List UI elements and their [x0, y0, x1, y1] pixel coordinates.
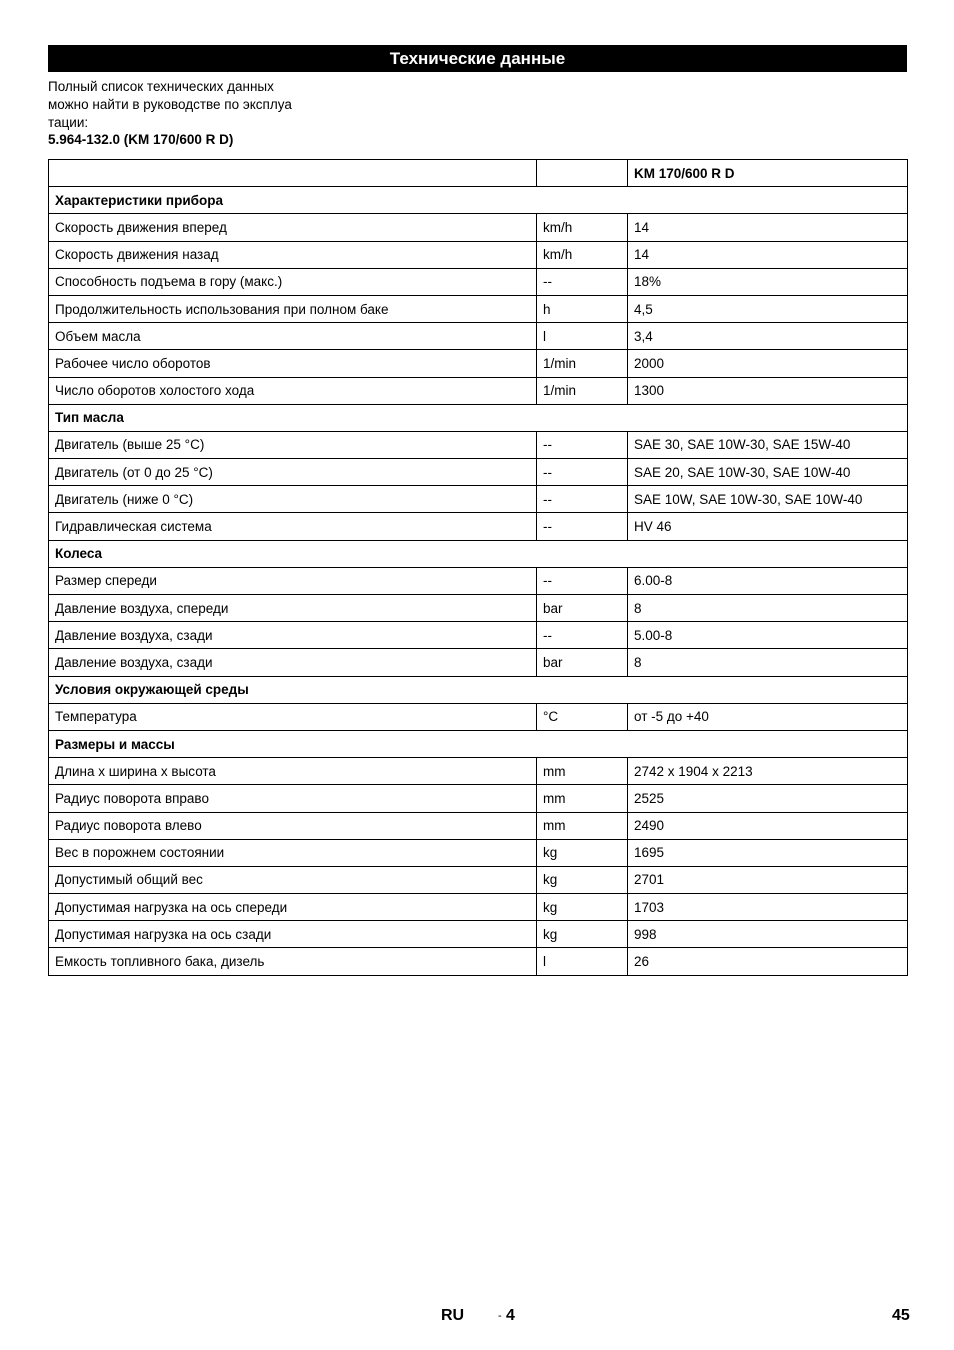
unit-cell: h [537, 295, 628, 322]
section-heading: Условия окружающей среды [49, 676, 908, 703]
table-row [49, 323, 908, 350]
intro-line: Полный список технических данных [48, 79, 274, 94]
parameter-cell: Допустимый общий вес [49, 866, 537, 893]
unit-cell: mm [537, 785, 628, 812]
value-cell: 18% [628, 268, 908, 295]
value-cell: 1300 [628, 377, 908, 404]
table-row [49, 812, 908, 839]
value-cell: 8 [628, 595, 908, 622]
parameter-cell: Объем масла [49, 323, 537, 350]
intro-line: тации: [48, 115, 89, 130]
unit-cell: kg [537, 921, 628, 948]
parameter-cell: Размер спереди [49, 567, 537, 594]
value-cell: 14 [628, 214, 908, 241]
table-row [49, 459, 908, 486]
section-heading: Размеры и массы [49, 730, 908, 757]
unit-cell: -- [537, 459, 628, 486]
parameter-cell: Двигатель (ниже 0 °C) [49, 486, 537, 513]
parameter-cell: Давление воздуха, спереди [49, 595, 537, 622]
unit-cell: km/h [537, 241, 628, 268]
unit-cell: -- [537, 431, 628, 458]
section-heading: Тип масла [49, 404, 908, 431]
unit-cell: 1/min [537, 377, 628, 404]
parameter-cell: Длина x ширина x высота [49, 758, 537, 785]
header-cell-model: KM 170/600 R D [628, 160, 908, 187]
specifications-table [48, 159, 908, 976]
parameter-cell: Двигатель (от 0 до 25 °C) [49, 459, 537, 486]
unit-cell: -- [537, 513, 628, 540]
unit-cell: °C [537, 703, 628, 730]
table-row [49, 758, 908, 785]
parameter-cell: Допустимая нагрузка на ось сзади [49, 921, 537, 948]
section-row [49, 187, 908, 214]
parameter-cell: Давление воздуха, сзади [49, 649, 537, 676]
value-cell: 998 [628, 921, 908, 948]
parameter-cell: Скорость движения назад [49, 241, 537, 268]
table-row [49, 350, 908, 377]
table-row [49, 622, 908, 649]
unit-cell: -- [537, 268, 628, 295]
value-cell: 2742 x 1904 x 2213 [628, 758, 908, 785]
value-cell: 2701 [628, 866, 908, 893]
parameter-cell: Радиус поворота вправо [49, 785, 537, 812]
value-cell: 2490 [628, 812, 908, 839]
unit-cell: 1/min [537, 350, 628, 377]
table-row [49, 486, 908, 513]
unit-cell: mm [537, 812, 628, 839]
unit-cell: bar [537, 649, 628, 676]
table-row [49, 866, 908, 893]
unit-cell: bar [537, 595, 628, 622]
unit-cell: -- [537, 486, 628, 513]
table-row [49, 513, 908, 540]
section-heading: Колеса [49, 540, 908, 567]
intro-text [48, 78, 348, 132]
value-cell: 2525 [628, 785, 908, 812]
parameter-cell: Продолжительность использования при полном баке [49, 295, 537, 322]
value-cell: SAE 10W, SAE 10W-30, SAE 10W-40 [628, 486, 908, 513]
parameter-cell: Рабочее число оборотов [49, 350, 537, 377]
parameter-cell: Вес в порожнем состоянии [49, 839, 537, 866]
table-row [49, 595, 908, 622]
value-cell: 1703 [628, 894, 908, 921]
table-row [49, 268, 908, 295]
parameter-cell: Давление воздуха, сзади [49, 622, 537, 649]
unit-cell: kg [537, 866, 628, 893]
section-row [49, 730, 908, 757]
table-row [49, 921, 908, 948]
value-cell: 3,4 [628, 323, 908, 350]
table-row [49, 894, 908, 921]
parameter-cell: Способность подъема в гору (макс.) [49, 268, 537, 295]
model-code: 5.964-132.0 (KM 170/600 R D) [48, 132, 234, 147]
footer-language: RU [441, 1307, 465, 1324]
table-row [49, 649, 908, 676]
value-cell: 26 [628, 948, 908, 975]
unit-cell: km/h [537, 214, 628, 241]
table-row [49, 214, 908, 241]
header-cell-unit [537, 160, 628, 187]
section-heading: Характеристики прибора [49, 187, 908, 214]
value-cell: 6.00-8 [628, 567, 908, 594]
value-cell: 8 [628, 649, 908, 676]
footer-section-page: 4 [506, 1307, 515, 1324]
unit-cell: mm [537, 758, 628, 785]
footer-page-number: 45 [892, 1307, 910, 1324]
table-row [49, 431, 908, 458]
section-row [49, 540, 908, 567]
page-title: Технические данные [48, 45, 907, 72]
parameter-cell: Гидравлическая система [49, 513, 537, 540]
table-row [49, 703, 908, 730]
table-row [49, 377, 908, 404]
specifications-table-body [49, 160, 908, 976]
value-cell: 14 [628, 241, 908, 268]
section-row [49, 404, 908, 431]
parameter-cell: Скорость движения вперед [49, 214, 537, 241]
value-cell: SAE 30, SAE 10W-30, SAE 15W-40 [628, 431, 908, 458]
unit-cell: kg [537, 894, 628, 921]
parameter-cell: Число оборотов холостого хода [49, 377, 537, 404]
table-header-row [49, 160, 908, 187]
table-row [49, 241, 908, 268]
unit-cell: kg [537, 839, 628, 866]
table-row [49, 785, 908, 812]
value-cell: SAE 20, SAE 10W-30, SAE 10W-40 [628, 459, 908, 486]
table-row [49, 567, 908, 594]
value-cell: 1695 [628, 839, 908, 866]
value-cell: HV 46 [628, 513, 908, 540]
table-row [49, 295, 908, 322]
parameter-cell: Температура [49, 703, 537, 730]
header-cell-parameter [49, 160, 537, 187]
footer-separator: - [498, 1310, 502, 1322]
value-cell: 5.00-8 [628, 622, 908, 649]
table-row [49, 948, 908, 975]
unit-cell: l [537, 948, 628, 975]
intro-line: можно найти в руководстве по эксплуа [48, 97, 292, 112]
unit-cell: l [537, 323, 628, 350]
section-row [49, 676, 908, 703]
parameter-cell: Двигатель (выше 25 °C) [49, 431, 537, 458]
value-cell: от -5 до +40 [628, 703, 908, 730]
unit-cell: -- [537, 567, 628, 594]
parameter-cell: Допустимая нагрузка на ось спереди [49, 894, 537, 921]
value-cell: 4,5 [628, 295, 908, 322]
value-cell: 2000 [628, 350, 908, 377]
parameter-cell: Емкость топливного бака, дизель [49, 948, 537, 975]
table-row [49, 839, 908, 866]
unit-cell: -- [537, 622, 628, 649]
parameter-cell: Радиус поворота влево [49, 812, 537, 839]
